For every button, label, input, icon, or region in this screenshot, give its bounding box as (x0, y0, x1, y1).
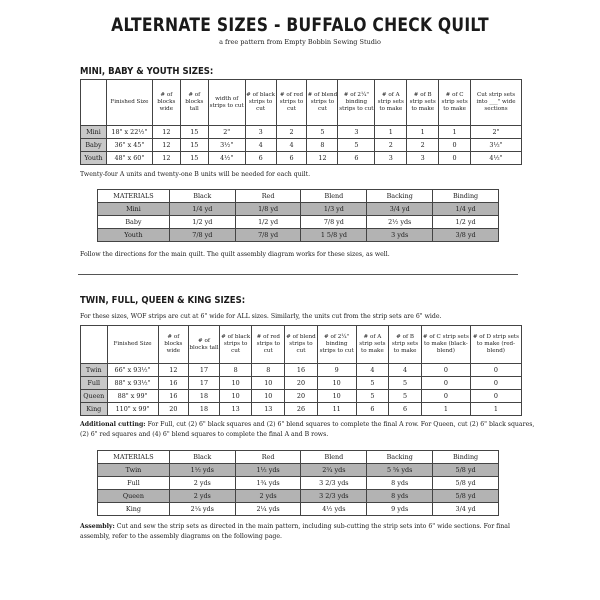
table-cell: 0 (470, 364, 521, 377)
table-cell: 6 (389, 403, 422, 416)
table-cell: 9 yds (367, 503, 433, 516)
table-cell: 6 (338, 152, 375, 165)
table-cell: 12 (158, 364, 189, 377)
table-cell: 12 (307, 152, 338, 165)
table-cell: 1 (407, 126, 439, 139)
table-cell: 15 (180, 139, 208, 152)
table-cell: 5/8 yd (433, 490, 499, 503)
cutting-header-row (81, 80, 522, 126)
table-cell: 6 (245, 152, 276, 165)
table-cell: 3 (375, 152, 407, 165)
table-cell: 5 (307, 126, 338, 139)
table-row (81, 403, 522, 416)
column-header: Backing (367, 190, 433, 203)
table-cell: 7/8 yd (235, 229, 301, 242)
column-header: Red (235, 451, 301, 464)
large-sizes-intro: For these sizes, WOF strips are cut at 6" wide for ALL sizes. Similarly, the units cut from the strip sets are 6" wide. (80, 313, 442, 320)
table-cell: 9 (317, 364, 356, 377)
column-header: # of black strips to cut (219, 326, 252, 364)
column-header: # of C strip sets to make (black-blend) (421, 326, 470, 364)
table-cell: 10 (317, 377, 356, 390)
table-cell: 88" x 93½" (107, 377, 158, 390)
table-cell: 0 (470, 390, 521, 403)
table-cell: 20 (285, 390, 318, 403)
table-cell: 3½" (208, 139, 245, 152)
column-header: # of black strips to cut (245, 80, 276, 126)
table-row (98, 477, 499, 490)
column-header: # of D strip sets to make (red-blend) (470, 326, 521, 364)
table-cell: 1/3 yd (301, 203, 367, 216)
column-header: # of blocks wide (158, 326, 189, 364)
table-cell: 18 (189, 390, 220, 403)
row-label: Youth (98, 229, 170, 242)
table-cell: 5/8 yd (433, 477, 499, 490)
table-cell: 12 (152, 152, 180, 165)
row-label: Baby (98, 216, 170, 229)
table-cell: 2" (471, 126, 522, 139)
table-cell: 4 (276, 139, 307, 152)
table-cell: 17 (189, 364, 220, 377)
table-row (81, 126, 522, 139)
table-cell: 2 yds (235, 490, 301, 503)
column-header: Cut strip sets into ___" wide sections (471, 80, 522, 126)
table-cell: 18 (189, 403, 220, 416)
table-cell: 4 (389, 364, 422, 377)
table-cell: 3 yds (367, 229, 433, 242)
small-sizes-cutting-table (80, 79, 522, 165)
row-label: Youth (81, 152, 107, 165)
column-header: # of blend strips to cut (307, 80, 338, 126)
column-header: # of B strip sets to make (389, 326, 422, 364)
table-cell: 17 (189, 377, 220, 390)
table-cell: 8 (219, 364, 252, 377)
assembly-note (80, 522, 535, 541)
row-label: Mini (81, 126, 107, 139)
table-cell: 1 (375, 126, 407, 139)
table-cell: 1/4 yd (169, 203, 235, 216)
column-header: # of blocks tall (189, 326, 220, 364)
table-cell: 8 (252, 364, 285, 377)
table-cell: 2 (375, 139, 407, 152)
row-label: King (81, 403, 108, 416)
table-cell: 5 (389, 390, 422, 403)
table-cell: 15 (180, 126, 208, 139)
row-label: Full (98, 477, 170, 490)
table-row (81, 152, 522, 165)
assembly-text: Cut and sew the strip sets as directed in the main pattern, including sub-cutting the strip sets into 6" wide sections. For final assembly, refer to the assembly diagrams on the following page. (80, 523, 510, 540)
table-cell: 5 (356, 390, 389, 403)
table-cell: 5 (356, 377, 389, 390)
table-cell: 0 (421, 377, 470, 390)
table-cell: 8 yds (367, 490, 433, 503)
row-label: Twin (98, 464, 170, 477)
column-header (81, 326, 108, 364)
table-cell: 5/8 yd (433, 464, 499, 477)
table-cell: 0 (439, 139, 471, 152)
table-row (81, 139, 522, 152)
table-cell: 1½ yds (169, 464, 235, 477)
large-sizes-cutting-table (80, 325, 522, 416)
table-cell: 1/4 yd (433, 203, 499, 216)
table-cell: 3 (407, 152, 439, 165)
table-cell: 4 (245, 139, 276, 152)
table-cell: 1¾ yds (235, 477, 301, 490)
table-cell: 2 (276, 126, 307, 139)
assembly-label: Assembly: (80, 523, 115, 530)
table-cell: 1 (470, 403, 521, 416)
column-header: # of B strip sets to make (407, 80, 439, 126)
table-cell: 5 (389, 377, 422, 390)
units-note: Twenty-four A units and twenty-one B units will be needed for each quilt. (80, 171, 311, 178)
table-cell: 48" x 60" (106, 152, 152, 165)
table-row (81, 377, 522, 390)
column-header: # of blocks wide (152, 80, 180, 126)
table-cell: 2¾ yds (301, 464, 367, 477)
row-label: Queen (98, 490, 170, 503)
cutting-header-row (81, 326, 522, 364)
table-cell: 4½" (471, 152, 522, 165)
table-cell: 16 (158, 390, 189, 403)
table-cell: 1½ yds (235, 464, 301, 477)
table-cell: 5 (338, 139, 375, 152)
table-cell: 20 (158, 403, 189, 416)
row-label: King (98, 503, 170, 516)
column-header: width of strips to cut (208, 80, 245, 126)
table-cell: 3/8 yd (433, 229, 499, 242)
table-cell: 1/2 yd (433, 216, 499, 229)
small-sizes-heading: MINI, BABY & YOUTH SIZES: (80, 66, 214, 77)
table-cell: 10 (252, 390, 285, 403)
column-header: # of 2¼" binding strips to cut (317, 326, 356, 364)
table-cell: 1 (439, 126, 471, 139)
column-header: Black (169, 451, 235, 464)
small-sizes-materials-table (97, 189, 499, 242)
additional-cutting-label: Additional cutting: (80, 421, 146, 428)
column-header: Black (169, 190, 235, 203)
materials-header-row (98, 451, 499, 464)
page-title: ALTERNATE SIZES - BUFFALO CHECK QUILT (111, 14, 489, 36)
table-row (81, 364, 522, 377)
table-cell: 3½" (471, 139, 522, 152)
table-cell: 16 (158, 377, 189, 390)
table-cell: 2 yds (169, 490, 235, 503)
table-cell: 88" x 99" (107, 390, 158, 403)
page-subtitle: a free pattern from Empty Bobbin Sewing Studio (219, 38, 381, 46)
row-label: Twin (81, 364, 108, 377)
table-cell: 110" x 99" (107, 403, 158, 416)
table-cell: 0 (421, 390, 470, 403)
table-cell: 1/8 yd (235, 203, 301, 216)
table-cell: 12 (152, 139, 180, 152)
column-header: # of red strips to cut (276, 80, 307, 126)
table-row (81, 390, 522, 403)
column-header: # of blend strips to cut (285, 326, 318, 364)
additional-cutting-text: For Full, cut (2) 6" black squares and (2) 6" blend squares to complete the final A row. For Queen, cut (2) 6" black squares, (2) 6" red squares and (4) 6" blend squares to complete the final A and B rows. (80, 421, 535, 438)
column-header: Blend (301, 451, 367, 464)
table-cell: 6 (356, 403, 389, 416)
table-cell: 8 yds (367, 477, 433, 490)
table-cell: 0 (421, 364, 470, 377)
table-cell: 6 (276, 152, 307, 165)
table-cell: 3 2/3 yds (301, 490, 367, 503)
row-label: Full (81, 377, 108, 390)
additional-cutting-note (80, 420, 535, 439)
table-cell: 26 (285, 403, 318, 416)
large-sizes-materials-table (97, 450, 499, 516)
table-cell: 16 (285, 364, 318, 377)
table-cell: 8 (307, 139, 338, 152)
table-cell: 1 (421, 403, 470, 416)
column-header: # of red strips to cut (252, 326, 285, 364)
column-header: Red (235, 190, 301, 203)
row-label: Queen (81, 390, 108, 403)
table-cell: 11 (317, 403, 356, 416)
table-cell: 3/4 yd (433, 503, 499, 516)
column-header: Binding (433, 451, 499, 464)
column-header: # of A strip sets to make (356, 326, 389, 364)
column-header: # of blocks tall (180, 80, 208, 126)
table-cell: 4½ yds (301, 503, 367, 516)
row-label: Mini (98, 203, 170, 216)
table-cell: 5 ⅝ yds (367, 464, 433, 477)
column-header (81, 80, 107, 126)
table-cell: 20 (285, 377, 318, 390)
table-cell: 18" x 22½" (106, 126, 152, 139)
table-row (98, 216, 499, 229)
table-cell: 7/8 yd (169, 229, 235, 242)
table-cell: 3 2/3 yds (301, 477, 367, 490)
table-row (98, 503, 499, 516)
table-row (98, 229, 499, 242)
column-header: # of C strip sets to make (439, 80, 471, 126)
large-sizes-heading: TWIN, FULL, QUEEN & KING SIZES: (80, 295, 246, 306)
table-cell: 13 (219, 403, 252, 416)
table-cell: 10 (252, 377, 285, 390)
section-divider (78, 274, 518, 275)
table-cell: 13 (252, 403, 285, 416)
table-cell: 10 (219, 390, 252, 403)
table-cell: 15 (180, 152, 208, 165)
column-header: MATERIALS (98, 451, 170, 464)
table-cell: 2½ yds (367, 216, 433, 229)
table-cell: 2 (407, 139, 439, 152)
materials-header-row (98, 190, 499, 203)
column-header: Finished Size (107, 326, 158, 364)
column-header: Backing (367, 451, 433, 464)
table-cell: 3 (338, 126, 375, 139)
table-cell: 1/2 yd (235, 216, 301, 229)
table-cell: 4½" (208, 152, 245, 165)
table-cell: 2¼ yds (235, 503, 301, 516)
table-cell: 12 (152, 126, 180, 139)
follow-note: Follow the directions for the main quilt. The quilt assembly diagram works for these sizes, as well. (80, 251, 390, 258)
table-cell: 0 (439, 152, 471, 165)
table-row (98, 203, 499, 216)
table-cell: 10 (317, 390, 356, 403)
table-cell: 0 (470, 377, 521, 390)
column-header: Binding (433, 190, 499, 203)
table-cell: 1/2 yd (169, 216, 235, 229)
table-cell: 36" x 45" (106, 139, 152, 152)
table-cell: 66" x 93½" (107, 364, 158, 377)
table-cell: 2 yds (169, 477, 235, 490)
table-cell: 3 (245, 126, 276, 139)
table-cell: 2" (208, 126, 245, 139)
column-header: MATERIALS (98, 190, 170, 203)
table-cell: 7/8 yd (301, 216, 367, 229)
column-header: # of 2¼" binding strips to cut (338, 80, 375, 126)
table-row (98, 464, 499, 477)
column-header: Finished Size (106, 80, 152, 126)
table-cell: 10 (219, 377, 252, 390)
row-label: Baby (81, 139, 107, 152)
table-cell: 4 (356, 364, 389, 377)
table-cell: 3/4 yd (367, 203, 433, 216)
table-cell: 2¼ yds (169, 503, 235, 516)
column-header: # of A strip sets to make (375, 80, 407, 126)
table-row (98, 490, 499, 503)
column-header: Blend (301, 190, 367, 203)
table-cell: 1 5/8 yd (301, 229, 367, 242)
